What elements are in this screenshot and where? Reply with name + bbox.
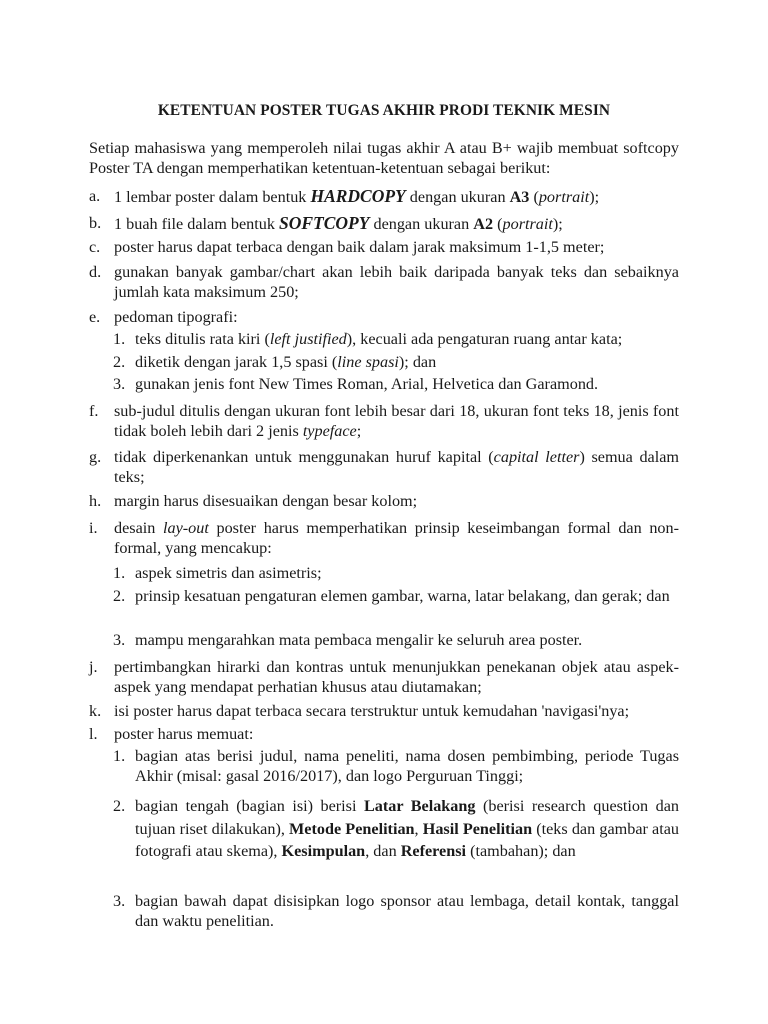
softcopy-emphasis: SOFTCOPY bbox=[278, 213, 370, 233]
item-text: poster harus memuat: bbox=[114, 725, 254, 743]
item-label: l. bbox=[89, 725, 98, 743]
item-text: pedoman tipografi: bbox=[114, 308, 238, 326]
size-a3: A3 bbox=[509, 188, 530, 206]
sublist-item: 3. mampu mengarahkan mata pembaca mengalir ke seluruh area poster. bbox=[113, 631, 583, 649]
item-text: 1 lembar poster dalam bentuk HARDCOPY dengan ukuran A3 (portrait); bbox=[114, 186, 600, 206]
list-item-l bbox=[89, 724, 679, 744]
item-text: pertimbangkan hirarki dan kontras untuk menunjukkan penekanan objek atau aspek-aspek yang mendapat perhatian khusus atau diutamakan; bbox=[114, 658, 679, 696]
list-item-c bbox=[89, 237, 679, 257]
list-item-a bbox=[89, 186, 679, 207]
item-text: tidak diperkenankan untuk menggunakan huruf kapital (capital letter) semua dalam teks; bbox=[114, 448, 680, 486]
item-text: sub-judul ditulis dengan ukuran font lebih besar dari 18, ukuran font teks 18, jenis font tidak boleh lebih dari 2 jenis typeface; bbox=[114, 402, 679, 440]
item-text: poster harus dapat terbaca dengan baik dalam jarak maksimum 1-1,5 meter; bbox=[114, 238, 605, 256]
item-label: c. bbox=[89, 238, 101, 256]
sublist-item: 1. teks ditulis rata kiri (left justified), kecuali ada pengaturan ruang antar kata; bbox=[113, 330, 623, 348]
list-item-h bbox=[89, 491, 679, 511]
sublist-item: 3. bagian bawah dapat disisipkan logo sponsor atau lembaga, detail kontak, tanggal dan waktu penelitian. bbox=[113, 892, 679, 930]
item-text: isi poster harus dapat terbaca secara terstruktur untuk kemudahan 'navigasi'nya; bbox=[114, 702, 630, 720]
list-item-b bbox=[89, 213, 679, 234]
list-item-d bbox=[89, 262, 679, 302]
list-item-i bbox=[89, 518, 679, 558]
list-item-k bbox=[89, 701, 679, 721]
sublist-item: 3. gunakan jenis font New Times Roman, Arial, Helvetica dan Garamond. bbox=[113, 375, 599, 393]
item-text: gunakan banyak gambar/chart akan lebih baik daripada banyak teks dan sebaiknya jumlah kata maksimum 250; bbox=[114, 263, 679, 301]
item-label: k. bbox=[89, 702, 102, 720]
list-item-j bbox=[89, 657, 679, 697]
hardcopy-emphasis: HARDCOPY bbox=[310, 186, 406, 206]
item-label: b. bbox=[89, 214, 102, 232]
intro-paragraph: Setiap mahasiswa yang memperoleh nilai tugas akhir A atau B+ wajib membuat softcopy Poster TA dengan memperhatikan ketentuan-ketentuan sebagai berikut: bbox=[89, 139, 679, 177]
item-label: d. bbox=[89, 263, 102, 281]
item-text: 1 buah file dalam bentuk SOFTCOPY dengan ukuran A2 (portrait); bbox=[114, 213, 563, 233]
list-item-g bbox=[89, 447, 679, 487]
item-label: e. bbox=[89, 308, 101, 326]
document-title: KETENTUAN POSTER TUGAS AKHIR PRODI TEKNIK MESIN bbox=[157, 102, 611, 119]
list-item-f bbox=[89, 401, 679, 441]
item-label: j. bbox=[89, 658, 98, 676]
sublist-item: 2. prinsip kesatuan pengaturan elemen gambar, warna, latar belakang, dan gerak; dan bbox=[113, 587, 670, 605]
sublist-item: 2. diketik dengan jarak 1,5 spasi (line spasi); dan bbox=[113, 353, 437, 371]
sublist-item: 1. bagian atas berisi judul, nama peneliti, nama dosen pembimbing, periode Tugas Akhir (misal: gasal 2016/2017), dan logo Perguruan Tinggi; bbox=[113, 747, 679, 785]
item-label: g. bbox=[89, 448, 102, 466]
item-label: a. bbox=[89, 187, 101, 205]
list-item-e bbox=[89, 307, 679, 327]
size-a2: A2 bbox=[473, 215, 494, 233]
item-label: h. bbox=[89, 492, 102, 510]
sublist-item: 1. aspek simetris dan asimetris; bbox=[113, 564, 322, 582]
item-label: f. bbox=[89, 402, 99, 420]
sublist-item: 2. bagian tengah (bagian isi) berisi Latar Belakang (berisi research question dan tujuan riset dilakukan), Metode Penelitian, Hasil Penelitian (teks dan gambar atau fotografi atau skema), Kesimpulan, dan Referensi (tambahan); dan bbox=[113, 797, 679, 860]
item-text: margin harus disesuaikan dengan besar kolom; bbox=[114, 492, 418, 510]
item-text: desain lay-out poster harus memperhatikan prinsip keseimbangan formal dan non-formal, yang mencakup: bbox=[114, 519, 680, 557]
item-label: i. bbox=[89, 519, 98, 537]
